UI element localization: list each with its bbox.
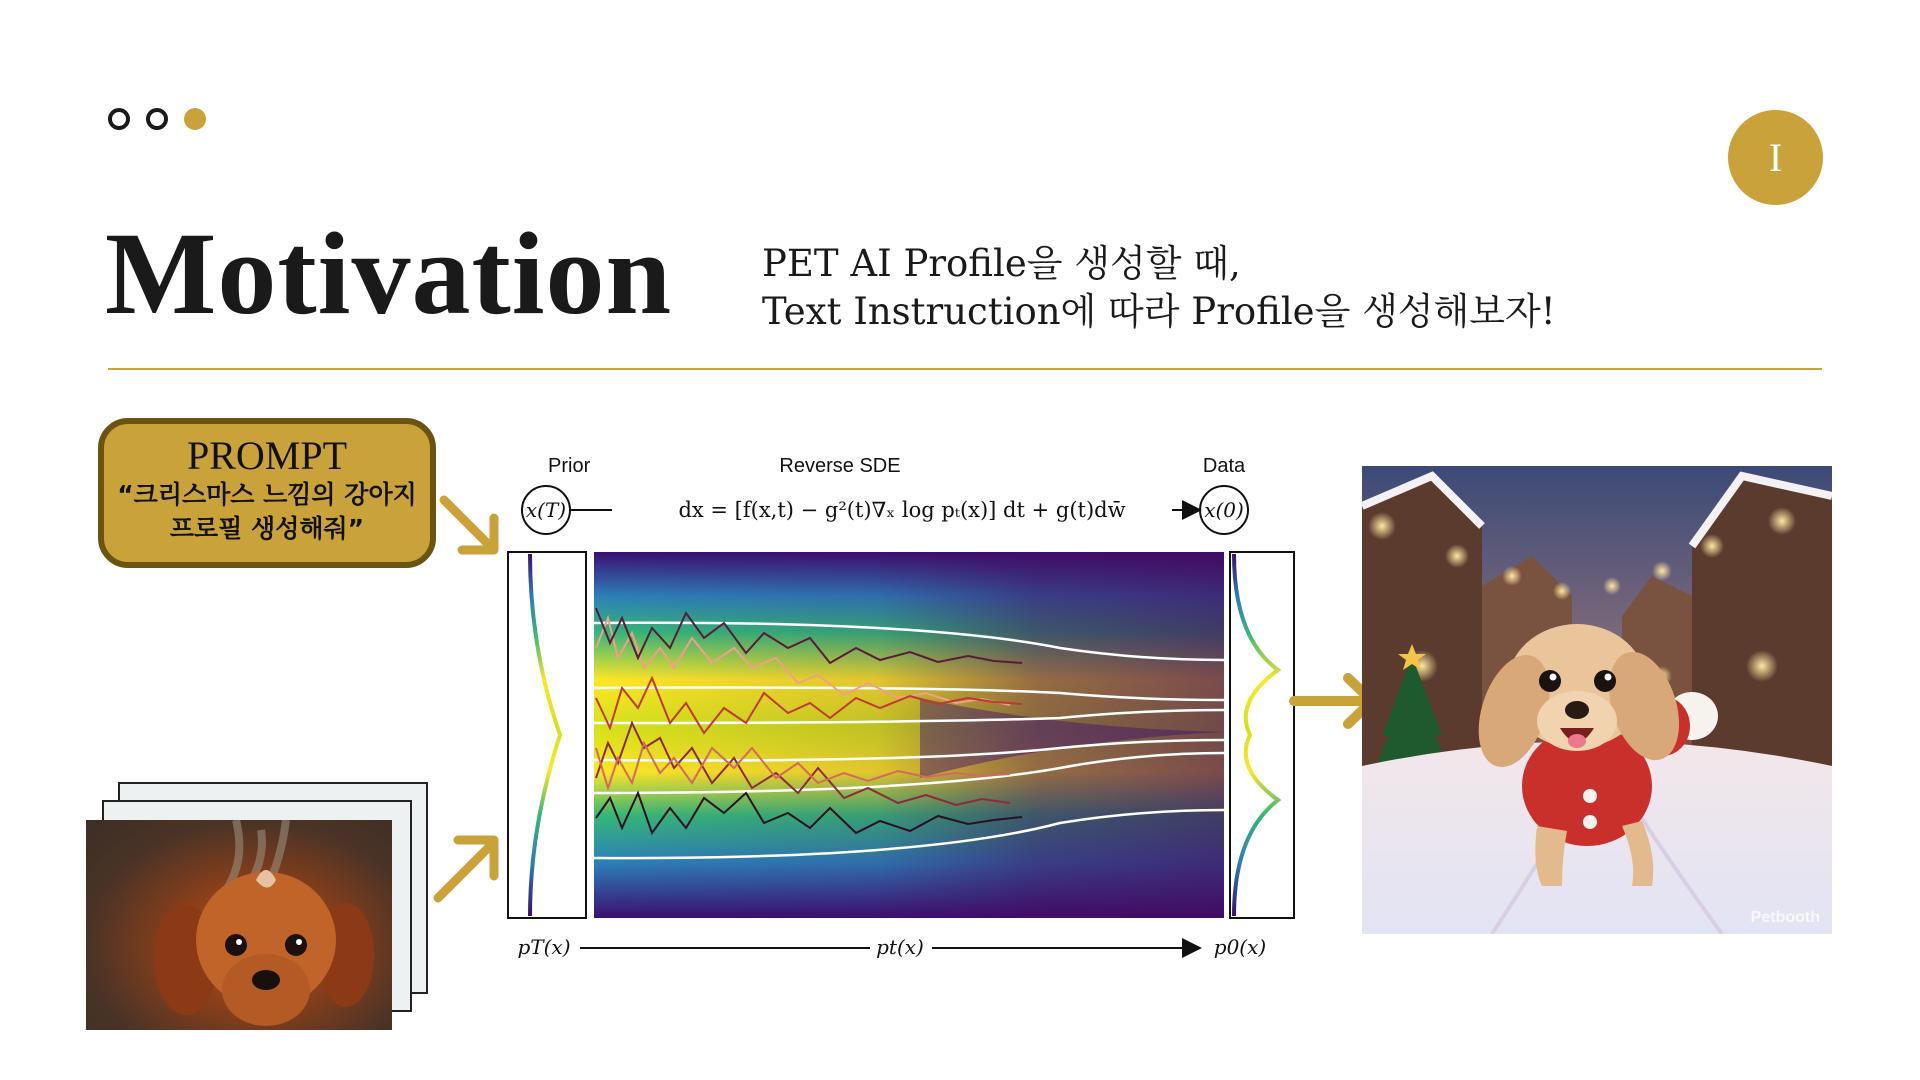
decorative-dots — [108, 108, 206, 130]
data-label: Data — [1202, 455, 1246, 477]
dot-outline-1 — [108, 108, 130, 130]
dot-filled — [184, 108, 206, 130]
input-photo-stack — [86, 782, 430, 1030]
sde-equation: dx = [f(x,t) − g²(t)∇ₓ log pₜ(x)] dt + g(t)dw̄ — [678, 498, 1126, 522]
p0-label: p0(x) — [1213, 935, 1267, 959]
arrow-prompt-to-diagram-icon — [438, 494, 508, 564]
prior-density-panel — [508, 552, 586, 918]
x0-label: x(0) — [1204, 498, 1244, 522]
prior-label: Prior — [548, 455, 591, 477]
subtitle-line-1: PET AI Profile을 생성할 때, — [762, 242, 1241, 285]
pT-label: pT(x) — [517, 935, 571, 959]
pt-label: pt(x) — [876, 935, 924, 959]
divider-line — [108, 368, 1822, 370]
prompt-box — [98, 418, 436, 568]
section-badge: I — [1728, 110, 1823, 205]
xT-label: x(T) — [525, 498, 567, 522]
puppy-illustration-icon — [86, 820, 392, 1030]
prompt-line-1: “크리스마스 느낌의 강아지 — [117, 480, 417, 509]
reverse-sde-diagram — [500, 448, 1300, 968]
arrow-photo-to-diagram-icon — [430, 826, 508, 906]
prompt-heading: PROMPT — [186, 433, 348, 478]
slide-title: Motivation — [105, 208, 673, 339]
generated-christmas-dog-image — [1362, 466, 1832, 934]
slide-subtitle — [762, 240, 1556, 336]
petbooth-watermark: Petbooth — [1750, 909, 1820, 926]
prompt-line-2: 프로필 생성해줘” — [169, 514, 365, 543]
subtitle-line-2: Text Instruction에 따라 Profile을 생성해보자! — [762, 290, 1556, 333]
reverse-sde-label: Reverse SDE — [779, 455, 901, 477]
puppy-photo — [86, 820, 392, 1030]
dot-outline-2 — [146, 108, 168, 130]
christmas-dog-illustration-icon — [1362, 466, 1832, 934]
